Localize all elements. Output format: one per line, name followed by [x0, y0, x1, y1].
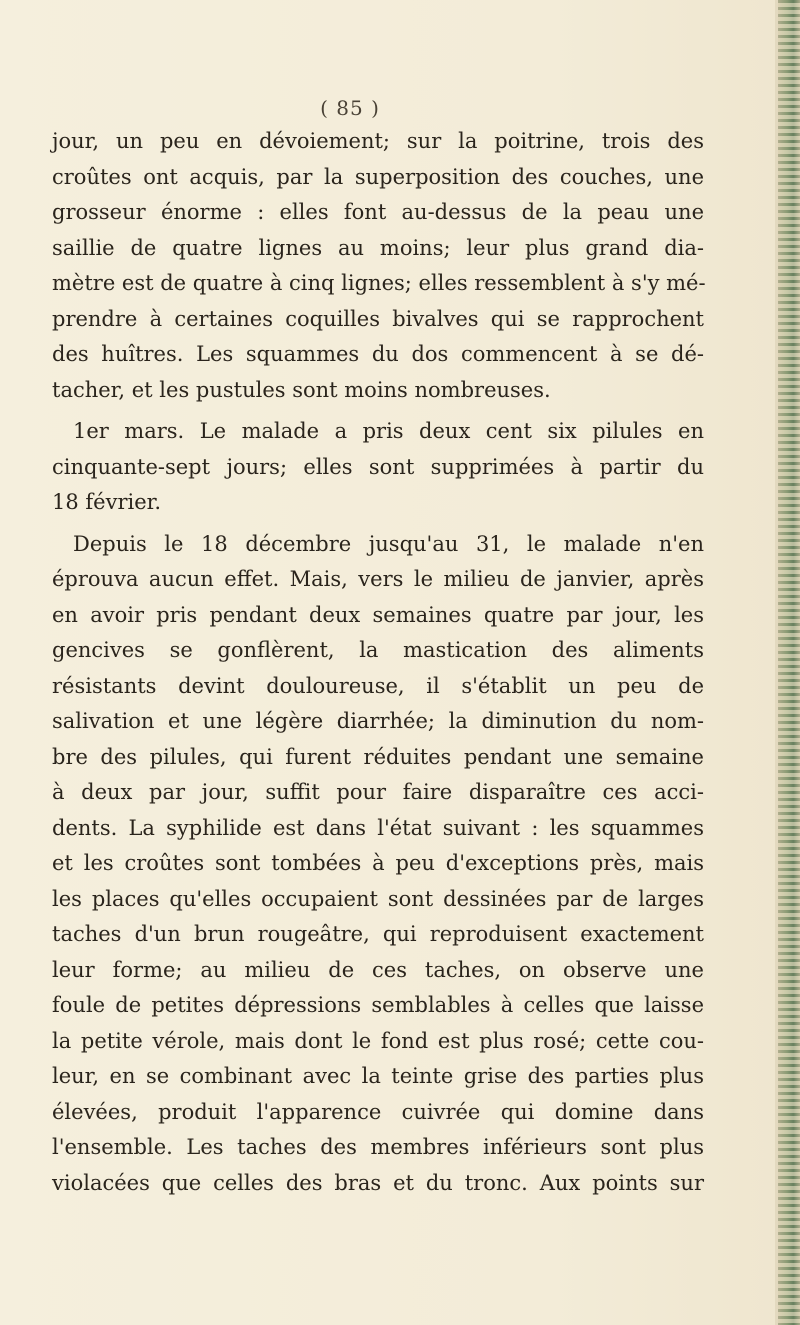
text-line: prendre à certaines coquilles bivalves qui se rapprochent — [52, 306, 704, 331]
text-line: en avoir pris pendant deux semaines quatre par jour, les — [52, 602, 704, 627]
text-line: dents. La syphilide est dans l'état suivant : les squammes — [52, 815, 704, 840]
text-line: foule de petites dépressions semblables à celles que laisse — [52, 993, 704, 1017]
text-line: taches d'un brun rougeâtre, qui reproduisent exactement — [52, 922, 704, 946]
text-line: cinquante-sept jours; elles sont supprimées à partir du — [52, 454, 704, 479]
text-line: à deux par jour, suffit pour faire disparaître ces acci- — [52, 780, 704, 804]
page-number: ( 85 ) — [320, 96, 380, 120]
text-line: saillie de quatre lignes au moins; leur plus grand dia- — [52, 235, 704, 260]
text-line: l'ensemble. Les taches des membres inférieurs sont plus — [52, 1135, 704, 1159]
text-line: salivation et une légère diarrhée; la diminution du nom- — [52, 709, 704, 733]
text-line: grosseur énorme : elles font au-dessus de la peau une — [52, 200, 704, 224]
text-line: 1er mars. Le malade a pris deux cent six pilules en — [73, 419, 704, 443]
book-spine-edge — [778, 0, 800, 1325]
text-line: Depuis le 18 décembre jusqu'au 31, le malade n'en — [73, 531, 704, 556]
text-line: tacher, et les pustules sont moins nombreuses. — [52, 377, 551, 402]
text-line: leur forme; au milieu de ces taches, on observe une — [52, 957, 704, 982]
text-line: des huîtres. Les squammes du dos commencent à se dé- — [52, 342, 704, 366]
text-line: croûtes ont acquis, par la superposition des couches, une — [52, 164, 704, 189]
text-line: bre des pilules, qui furent réduites pendant une semaine — [52, 744, 704, 769]
text-line: leur, en se combinant avec la teinte grise des parties plus — [52, 1064, 704, 1088]
body-text — [52, 124, 704, 1201]
text-line: violacées que celles des bras et du tronc. Aux points sur — [52, 1170, 704, 1195]
text-line: résistants devint douloureuse, il s'établit un peu de — [52, 673, 704, 698]
text-line: jour, un peu en dévoiement; sur la poitrine, trois des — [52, 129, 704, 153]
text-line: la petite vérole, mais dont le fond est plus rosé; cette cou- — [52, 1028, 704, 1053]
text-line: élevées, produit l'apparence cuivrée qui domine dans — [52, 1099, 704, 1124]
text-line: gencives se gonflèrent, la mastication des aliments — [52, 638, 704, 662]
text-line: les places qu'elles occupaient sont dessinées par de larges — [52, 886, 704, 911]
text-line: 18 février. — [52, 490, 162, 514]
text-line: éprouva aucun effet. Mais, vers le milieu de janvier, après — [52, 567, 704, 591]
text-line: et les croûtes sont tombées à peu d'exceptions près, mais — [52, 851, 704, 875]
text-line: mètre est de quatre à cinq lignes; elles ressemblent à s'y mé- — [52, 271, 706, 295]
